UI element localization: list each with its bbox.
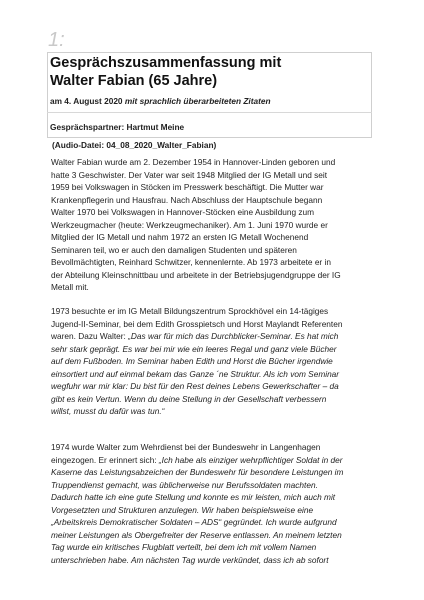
text-line: 1973 besuchte er im IG Metall Bildungszentrum Sprockhövel ein 14-tägiges (51, 306, 329, 316)
paragraph-2 (51, 305, 381, 418)
text-line: Walter 1970 bei Volkswagen in Hannover-Stöcken eine Ausbildung zum (51, 207, 315, 217)
quote-line: Truppendienst gemacht, was üblicherweise nur Berufssoldaten machten. (51, 479, 318, 490)
quote-line: gibt es kein Vertun. Wenn du deine Stellung in der Gesellschaft verbessern (51, 393, 327, 404)
quote-line: „Arbeitskreis Demokratischer Soldaten – ADS“ gegründet. Ich wurde aufgrund (51, 517, 337, 527)
text-plain: eingezogen. Er erinnert sich: (51, 454, 159, 465)
interview-date (50, 96, 271, 106)
text-line: Jugend-II-Seminar, bei dem Edith Grosspietsch und Horst Maylandt Referenten (51, 318, 343, 329)
paragraph-1 (51, 156, 381, 294)
text-line (51, 454, 381, 467)
text-line: Metall mit. (51, 282, 89, 292)
text-line: Werkzeugmacher (heute: Werkzeugmechaniker). Am 1. Juni 1970 wurde er (51, 219, 328, 230)
paragraph-3 (51, 441, 381, 566)
text-line: Bevollmächtigten, Reinhard Schwitzer, kennenlernte. Ab 1973 arbeitete er in (51, 257, 331, 267)
document-title-line-1: Gesprächszusammenfassung mit (50, 55, 282, 71)
page-number: 1: (48, 29, 65, 51)
quote-line: Vorgesetzten und Strukturen anzulegen. Wir haben beispielsweise eine (51, 504, 314, 515)
text-line: hatte 3 Geschwister. Der Vater war seit 1948 Mitglied der IG Metall und seit (51, 169, 328, 180)
audio-file-label: (Audio-Datei: 04_08_2020_Walter_Fabian) (52, 140, 217, 150)
quote-text: „Ich habe als einziger wehrpflichtiger Soldat in der (158, 454, 343, 465)
text-line: 1959 bei Volkswagen in Stöcken im Presswerk beschäftigt. Die Mutter war (51, 182, 324, 192)
quote-line: sehr stark geprägt. Es war bei mir wie ein leeres Regal und ganz viele Bücher (51, 343, 337, 354)
text-line (51, 330, 381, 343)
quote-line: willst, musst du dafür was tun.“ (51, 406, 165, 416)
quote-line: Kaserne das Leistungsabzeichen der Bundeswehr für besondere Leistungen im (51, 467, 344, 477)
date-text: am 4. August 2020 (50, 96, 125, 106)
interview-partner: Gesprächspartner: Hartmut Meine (50, 122, 185, 132)
document-title-line-2: Walter Fabian (65 Jahre) (50, 73, 218, 89)
text-plain: waren. Dazu Walter: (51, 331, 129, 341)
text-line: der Abteilung Kleinschnittbau und arbeitete in der Betriebsjugendgruppe der IG (51, 269, 341, 280)
quote-line: Tag wurde ein kritisches Flugblatt verteilt, bei dem ich mit vollem Namen (51, 542, 317, 552)
text-line: 1974 wurde Walter zum Wehrdienst bei der Bundeswehr in Langenhagen (51, 442, 321, 452)
quote-line: meiner Leistungen als Obergefreiter der Reserve entlassen. An meinem letzten (51, 529, 342, 540)
text-line: Seminaren teil, wo er auch den damaligen Studenten und späteren (51, 244, 297, 255)
header-divider (47, 112, 372, 113)
text-line: Mitglied der IG Metall und nahm 1972 an ersten IG Metall Wochenend (51, 232, 309, 242)
text-line: Walter Fabian wurde am 2. Dezember 1954 in Hannover-Linden geboren und (51, 157, 336, 167)
quote-text: „Das war für mich das Durchblicker-Seminar. Es hat mich (128, 331, 339, 341)
quote-line: auf dem Fußboden. Im Seminar haben Edith und Horst die Bücher irgendwie (51, 356, 333, 366)
quote-line: einsortiert und auf einmal bekam das Ganze ´ne Struktur. Als ich vom Seminar (51, 368, 340, 379)
text-line: Krankenpflegerin und Hausfrau. Nach Abschluss der Hauptschule begann (51, 194, 323, 205)
quote-line: wegfuhr war mir klar: Du bist für den Rest deines Lebens Gewerkschafter – da (51, 381, 339, 391)
quote-line: unterschrieben habe. Am nächsten Tag wurde verkündet, dass ich ab sofort (51, 554, 329, 565)
date-note: mit sprachlich überarbeiteten Zitaten (124, 96, 271, 106)
quote-line: Dadurch hatte ich eine gute Stellung und konnte es mir leisten, mich auch mit (51, 492, 336, 502)
